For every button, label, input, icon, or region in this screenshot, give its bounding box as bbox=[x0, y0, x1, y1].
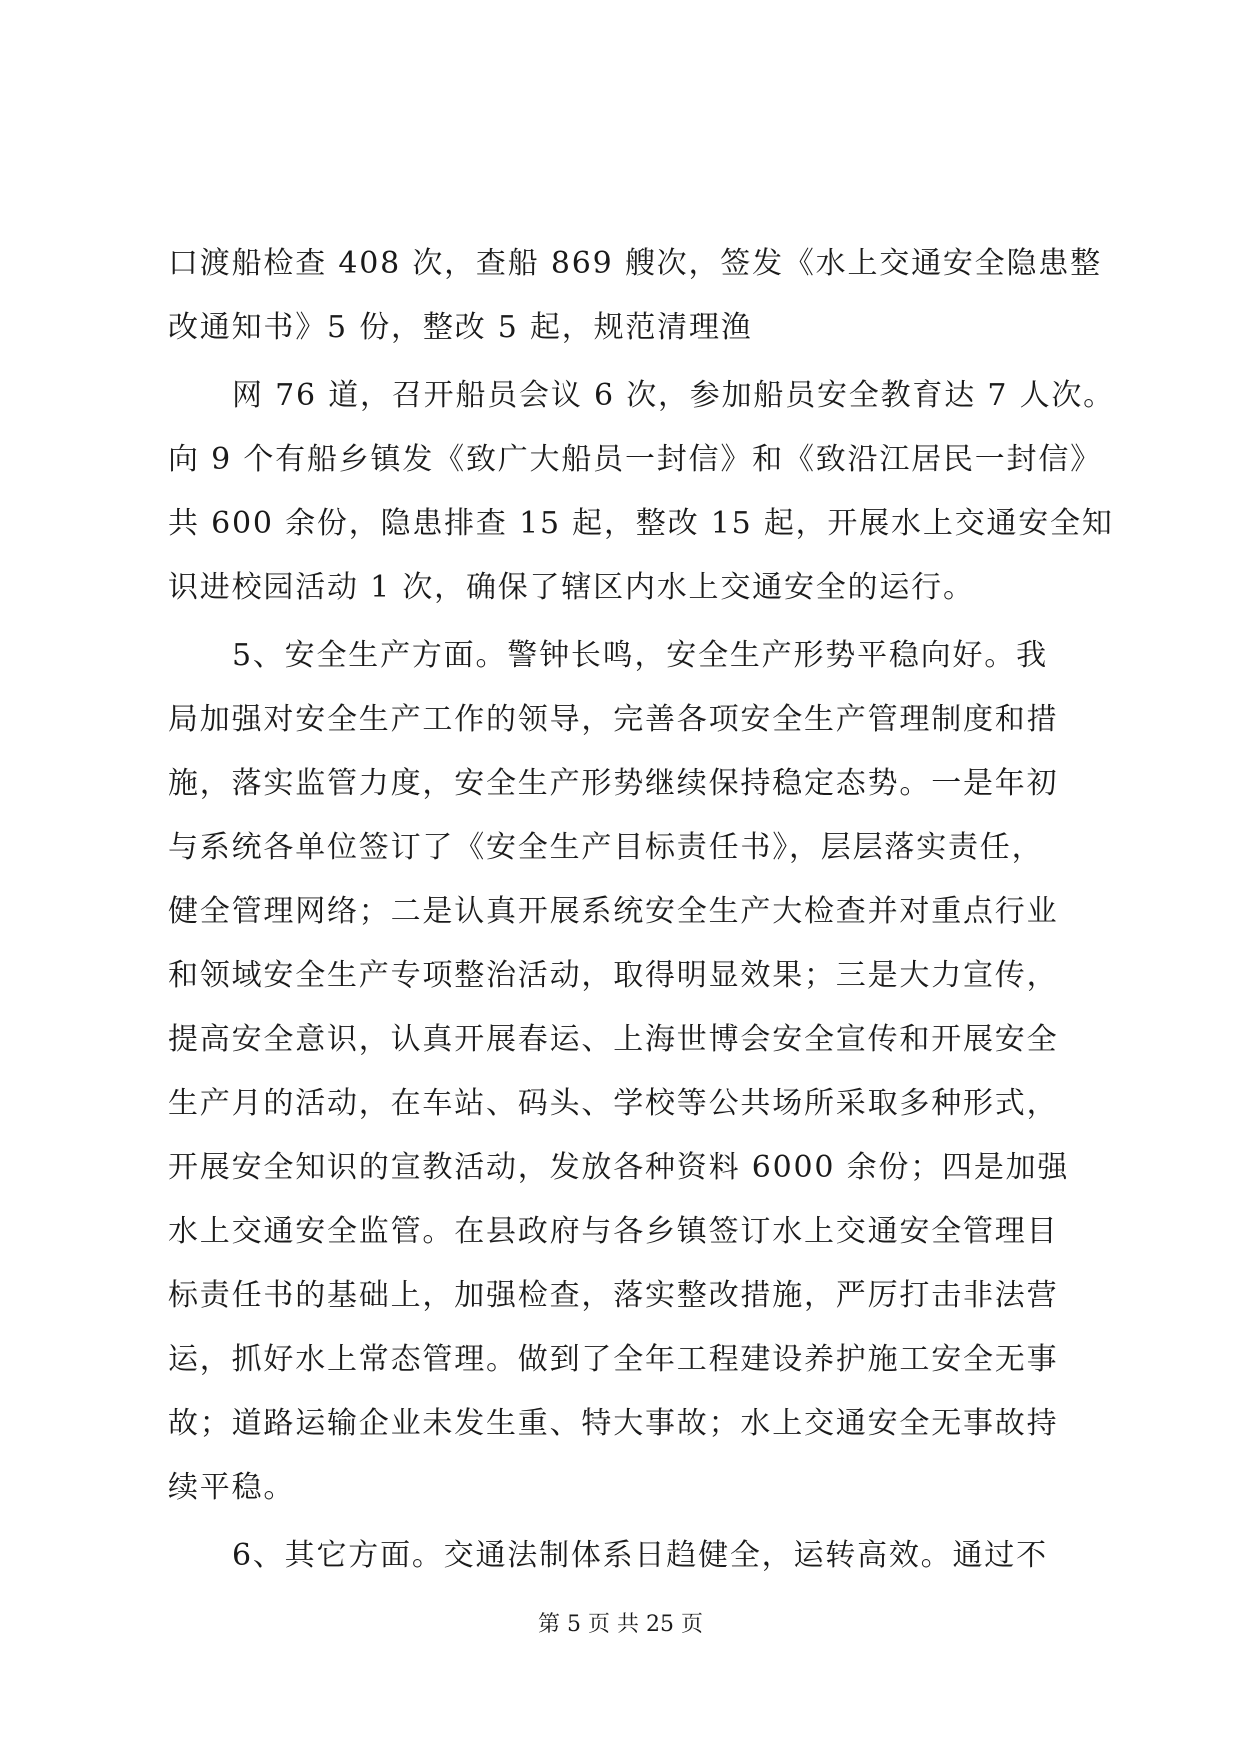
text-line: 健全管理网络；二是认真开展系统安全生产大检查并对重点行业 bbox=[168, 894, 1059, 929]
text-line: 水上交通安全监管。在县政府与各乡镇签订水上交通安全管理目 bbox=[168, 1214, 1059, 1249]
text-line: 运，抓好水上常态管理。做到了全年工程建设养护施工安全无事 bbox=[168, 1342, 1059, 1377]
text-line: 标责任书的基础上，加强检查，落实整改措施，严厉打击非法营 bbox=[168, 1278, 1059, 1313]
paragraph-start-line: 5、安全生产方面。警钟长鸣，安全生产形势平稳向好。我 bbox=[232, 638, 1048, 673]
document-body bbox=[168, 232, 1115, 1588]
page-number-footer: 第 5 页 共 25 页 bbox=[538, 1612, 703, 1637]
text-line: 故；道路运输企业未发生重、特大事故；水上交通安全无事故持 bbox=[168, 1406, 1059, 1441]
text-line: 和领域安全生产专项整治活动，取得明显效果；三是大力宣传， bbox=[168, 958, 1059, 993]
text-line: 开展安全知识的宣教活动，发放各种资料 6000 余份；四是加强 bbox=[168, 1150, 1070, 1185]
text-line: 提高安全意识，认真开展春运、上海世博会安全宣传和开展安全 bbox=[168, 1022, 1059, 1057]
text-line: 改通知书》5 份，整改 5 起，规范清理渔 bbox=[168, 310, 753, 345]
paragraph-start-line: 网 76 道，召开船员会议 6 次，参加船员安全教育达 7 人次。 bbox=[232, 378, 1115, 413]
paragraph-start-line: 6、其它方面。交通法制体系日趋健全，运转高效。通过不 bbox=[232, 1538, 1048, 1573]
text-line: 与系统各单位签订了《安全生产目标责任书》，层层落实责任， bbox=[168, 830, 1044, 865]
text-line: 共 600 余份，隐患排查 15 起，整改 15 起，开展水上交通安全知 bbox=[168, 506, 1114, 541]
text-line: 续平稳。 bbox=[168, 1470, 296, 1505]
text-line: 施，落实监管力度，安全生产形势继续保持稳定态势。一是年初 bbox=[168, 766, 1059, 801]
text-line: 识进校园活动 1 次，确保了辖区内水上交通安全的运行。 bbox=[168, 570, 975, 605]
text-line: 向 9 个有船乡镇发《致广大船员一封信》和《致沿江居民一封信》 bbox=[168, 442, 1102, 477]
text-line: 局加强对安全生产工作的领导，完善各项安全生产管理制度和措 bbox=[168, 702, 1059, 737]
text-line: 生产月的活动，在车站、码头、学校等公共场所采取多种形式， bbox=[168, 1086, 1059, 1121]
text-line: 口渡船检查 408 次，查船 869 艘次，签发《水上交通安全隐患整 bbox=[168, 246, 1102, 281]
